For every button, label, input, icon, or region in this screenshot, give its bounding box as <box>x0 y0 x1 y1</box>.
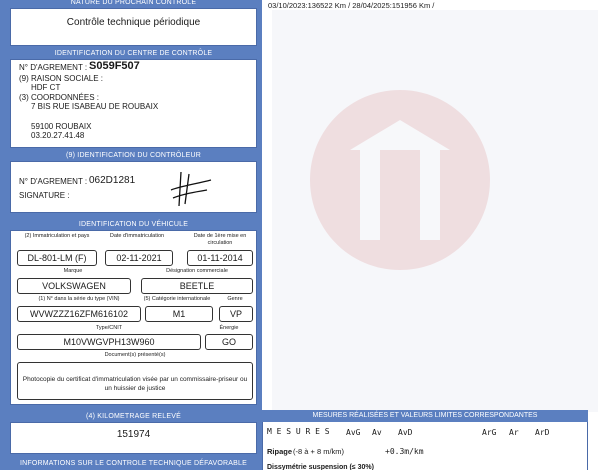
col-ard: ArD <box>535 428 550 437</box>
immat-field: DL-801-LM (F) <box>17 250 97 266</box>
mesures-box <box>262 422 588 470</box>
vehicule-box <box>10 230 257 405</box>
address-line1: 7 BIS RUE ISABEAU DE ROUBAIX <box>31 102 159 111</box>
signature-label: SIGNATURE : <box>19 191 70 200</box>
col-av: Av <box>372 428 382 437</box>
col-ar: Ar <box>509 428 519 437</box>
vehicule-header: IDENTIFICATION DU VÉHICULE <box>78 221 189 228</box>
next-control-box <box>10 8 257 46</box>
address-line2: 59100 ROUBAIX <box>31 122 92 131</box>
vin-label: (1) N° dans la série du type (VIN) <box>38 296 120 302</box>
next-control-header: NATURE DU PROCHAIN CONTROLE <box>70 0 197 6</box>
docs-value-line1: Photocopie du certificat d'immatriculation visée par un commissaire-priseur ou <box>22 376 248 383</box>
raison-sociale-value: HDF CT <box>31 83 61 92</box>
categorie-label: (5) Catégorie internationale <box>143 296 211 302</box>
marque-field: VOLKSWAGEN <box>17 278 131 294</box>
previous-mileage-readings: 03/10/2023:136522 Km / 28/04/2025:151956 Km / <box>268 1 435 10</box>
centre-header: IDENTIFICATION DU CENTRE DE CONTRÔLE <box>54 50 213 57</box>
col-avg: AvG <box>346 428 361 437</box>
ripage-range: (-8 à + 8 m/km) <box>293 447 345 456</box>
controleur-box <box>10 161 257 213</box>
kilometrage-box <box>10 422 257 454</box>
date-circ-field: 01-11-2014 <box>187 250 253 266</box>
mesures-header: MESURES RÉALISÉES ET VALEURS LIMITES CORRESPONDANTES <box>262 410 588 422</box>
kilometrage-header: (4) KILOMETRAGE RELEVÉ <box>85 413 182 420</box>
controleur-header: (9) IDENTIFICATION DU CONTRÔLEUR <box>66 152 201 159</box>
marque-label: Marque <box>63 268 83 274</box>
genre-label: Genre <box>227 296 243 302</box>
ripage-value: +0.3m/km <box>385 447 424 456</box>
watermark-emblem-icon <box>300 80 500 300</box>
type-label: Type/CNIT <box>95 325 123 331</box>
centre-box <box>10 59 257 148</box>
next-control-value: Contrôle technique périodique <box>66 17 201 28</box>
col-arg: ArG <box>482 428 497 437</box>
categorie-field: M1 <box>145 306 213 322</box>
coordonnees-label: (3) COORDONNÉES : <box>19 93 100 102</box>
centre-phone: 03.20.27.41.48 <box>31 131 85 140</box>
centre-agrement-label: N° D'AGREMENT : <box>19 63 88 72</box>
immat-label: (2) Immatriculation et pays <box>24 233 90 239</box>
ripage-label: Ripage <box>267 447 293 456</box>
col-avd: AvD <box>398 428 413 437</box>
dissymetrie-label: Dissymétrie suspension (≤ 30%) <box>267 464 374 470</box>
genre-field: VP <box>219 306 253 322</box>
docs-field <box>17 362 253 400</box>
controleur-agrement-value: 062D1281 <box>89 175 136 186</box>
controleur-agrement-label: N° D'AGREMENT : <box>19 177 88 186</box>
defavorable-header: INFORMATIONS SUR LE CONTROLE TECHNIQUE DÉFAVORABLE <box>19 460 248 467</box>
energie-field: GO <box>205 334 253 350</box>
signature-icon <box>161 168 216 210</box>
kilometrage-value: 151974 <box>116 429 151 440</box>
date-circ-label: Date de 1ère mise en circulation <box>193 233 247 246</box>
designation-field: BEETLE <box>141 278 253 294</box>
mesures-title: M E S U R E S <box>267 427 330 436</box>
designation-label: Désignation commerciale <box>166 268 228 274</box>
type-field: M10VWGVPH13W960 <box>17 334 201 350</box>
date-immat-label: Date d'immatriculation <box>109 233 165 239</box>
docs-value-line2: un huissier de justice <box>104 385 166 392</box>
energie-label: Énergie <box>219 325 239 331</box>
vin-field: WVWZZZ16ZFM616102 <box>17 306 141 322</box>
date-immat-field: 02-11-2021 <box>105 250 173 266</box>
docs-label: Document(s) présenté(s) <box>104 352 166 358</box>
centre-agrement-value: S059F507 <box>89 60 140 72</box>
raison-sociale-label: (9) RAISON SOCIALE : <box>19 74 104 83</box>
